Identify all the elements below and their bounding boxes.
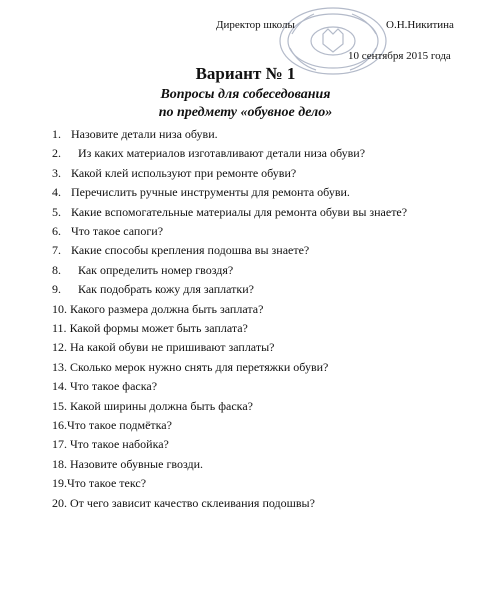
question-item bbox=[52, 340, 274, 354]
question-number: 17. bbox=[52, 437, 67, 451]
question-text: Назовите обувные гвозди. bbox=[70, 457, 204, 471]
question-text: От чего зависит качество склеивания подошвы? bbox=[70, 496, 315, 510]
question-text: Что такое подмётка? bbox=[67, 418, 172, 432]
question-text: Какие способы крепления подошва вы знаете? bbox=[71, 243, 310, 257]
question-text: Как определить номер гвоздя? bbox=[78, 263, 234, 277]
question-text: Что такое набойка? bbox=[70, 437, 169, 451]
question-number: 1. bbox=[52, 127, 61, 141]
question-item bbox=[52, 282, 254, 296]
question-text: Из каких материалов изготавливают детали низа обуви? bbox=[78, 146, 366, 160]
question-number: 12. bbox=[52, 340, 67, 354]
question-number: 2. bbox=[52, 146, 61, 160]
question-number: 20. bbox=[52, 496, 67, 510]
question-item bbox=[52, 302, 263, 316]
question-text: Как подобрать кожу для заплатки? bbox=[78, 282, 255, 296]
question-item bbox=[52, 224, 163, 238]
question-item bbox=[52, 185, 350, 199]
question-number: 11. bbox=[52, 321, 67, 335]
question-number: 9. bbox=[52, 282, 61, 296]
question-number: 14. bbox=[52, 379, 67, 393]
question-item bbox=[52, 321, 248, 335]
approval-date: 10 сентября 2015 года bbox=[348, 50, 451, 62]
question-number: 5. bbox=[52, 205, 61, 219]
question-item bbox=[52, 166, 296, 180]
director-label: Директор школы bbox=[216, 19, 295, 31]
question-number: 13. bbox=[52, 360, 67, 374]
question-number: 3. bbox=[52, 166, 61, 180]
question-text: Что такое сапоги? bbox=[71, 224, 164, 238]
question-text: Какого размера должна быть заплата? bbox=[70, 302, 264, 316]
director-name: О.Н.Никитина bbox=[386, 19, 454, 31]
question-item bbox=[52, 379, 157, 393]
question-item bbox=[52, 205, 407, 219]
question-text: Какой формы может быть заплата? bbox=[69, 321, 248, 335]
question-number: 16. bbox=[52, 418, 67, 432]
question-text: На какой обуви не пришивают заплаты? bbox=[70, 340, 275, 354]
question-text: Какие вспомогательные материалы для ремонта обуви вы знаете? bbox=[71, 205, 408, 219]
question-number: 10. bbox=[52, 302, 67, 316]
subtitle-line-2: по предмету «обувное дело» bbox=[158, 105, 333, 120]
question-text: Сколько мерок нужно снять для перетяжки обуви? bbox=[70, 360, 329, 374]
question-number: 8. bbox=[52, 263, 61, 277]
question-text: Что такое текс? bbox=[67, 476, 147, 490]
question-item bbox=[52, 243, 309, 257]
question-number: 15. bbox=[52, 399, 67, 413]
variant-title: Вариант № 1 bbox=[195, 64, 296, 83]
question-item bbox=[52, 496, 315, 510]
question-item bbox=[52, 437, 169, 451]
question-number: 4. bbox=[52, 185, 61, 199]
question-item bbox=[52, 399, 253, 413]
question-item bbox=[52, 457, 203, 471]
question-text: Какой клей используют при ремонте обуви? bbox=[71, 166, 297, 180]
question-text: Какой ширины должна быть фаска? bbox=[70, 399, 253, 413]
question-number: 7. bbox=[52, 243, 61, 257]
question-number: 19. bbox=[52, 476, 67, 490]
question-number: 6. bbox=[52, 224, 61, 238]
question-item bbox=[52, 263, 233, 277]
question-text: Назовите детали низа обуви. bbox=[71, 127, 218, 141]
question-item bbox=[52, 146, 365, 160]
question-item bbox=[52, 476, 146, 490]
question-item bbox=[52, 418, 172, 432]
question-item bbox=[52, 360, 328, 374]
question-text: Что такое фаска? bbox=[70, 379, 158, 393]
question-item bbox=[52, 127, 218, 141]
question-number: 18. bbox=[52, 457, 67, 471]
question-text: Перечислить ручные инструменты для ремонта обуви. bbox=[71, 185, 350, 199]
subtitle-line-1: Вопросы для собеседования bbox=[160, 87, 331, 102]
